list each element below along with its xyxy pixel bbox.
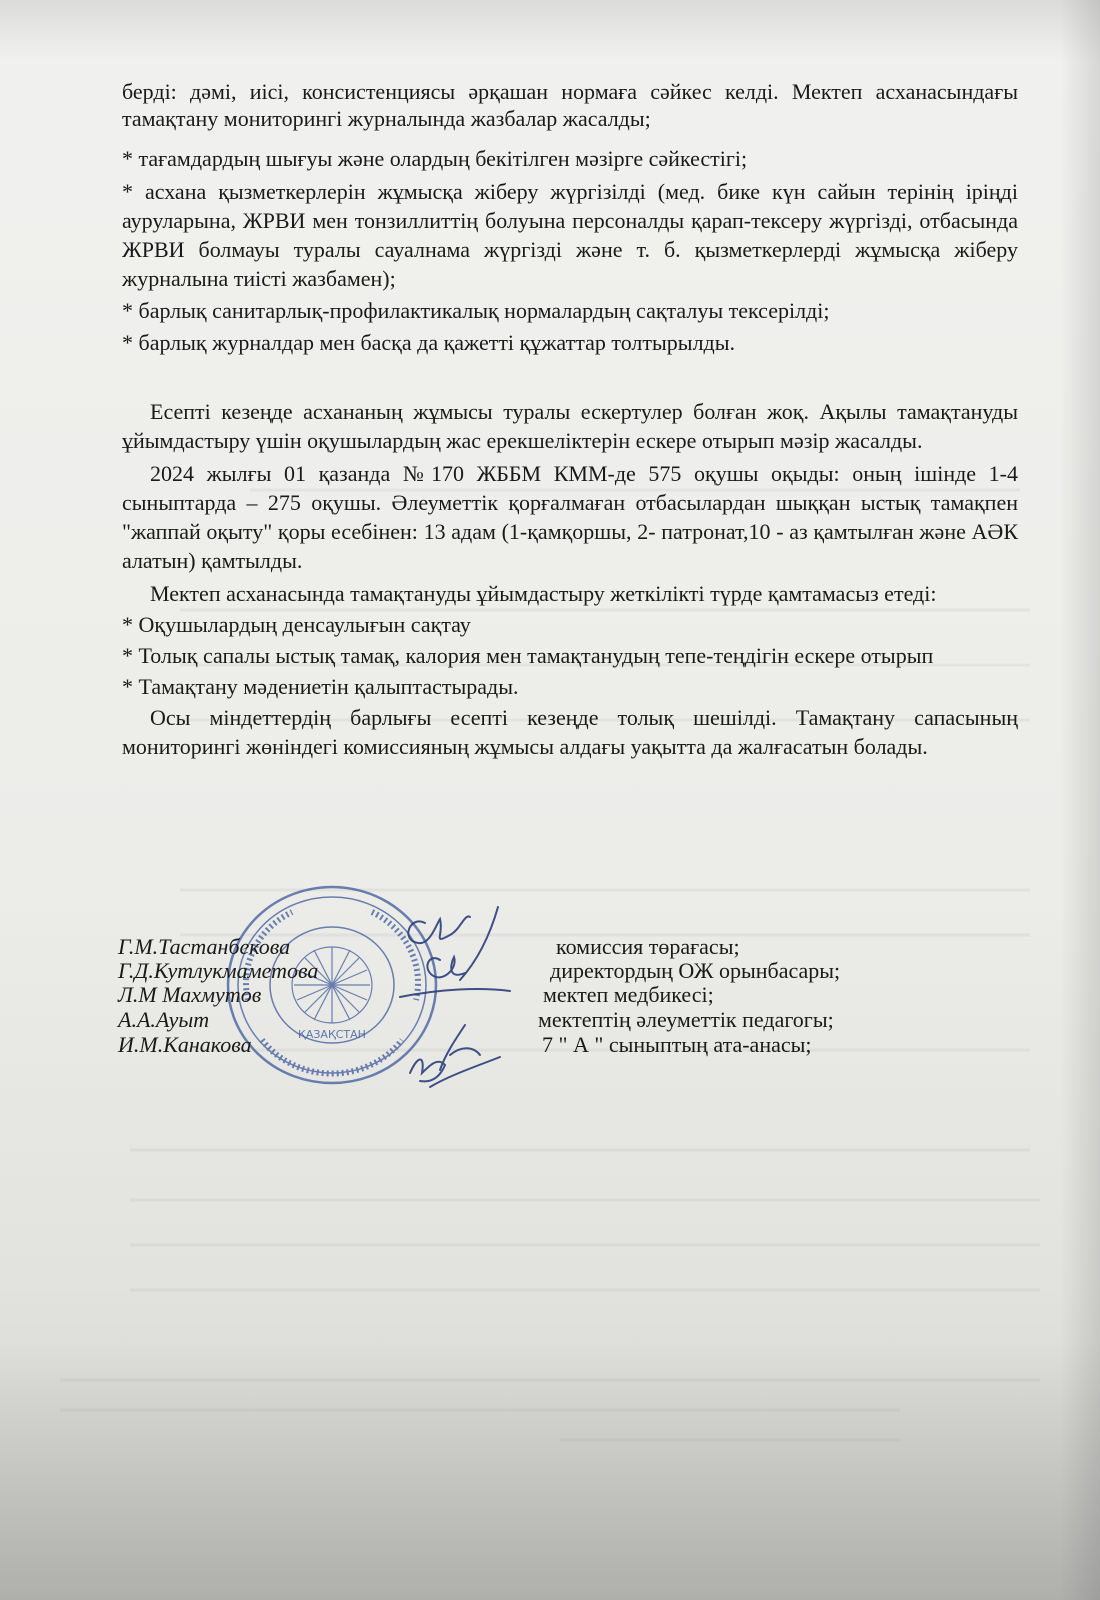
signatory-row [118,935,1018,958]
signatory-role: мектептің әлеуметтік педагогы; [538,1007,834,1032]
signatory-role: 7 " А " сыныптың ата-анасы; [542,1032,812,1057]
signatory-name: А.А.Ауыт [118,1007,210,1032]
signatory-name: Г.М.Тастанбекова [118,934,291,959]
bullet-item: * барлық санитарлық-профилактикалық нормалардың сақталуы тексерілді; [122,298,830,323]
signatory-row [118,1033,1018,1056]
signatory-role: мектеп медбикесі; [543,982,714,1007]
bullet-item: * асхана қызметкерлерін жұмысқа жіберу жүргізілді (мед. бике күн сайын терінің іріңді ауруларына, ЖРВИ мен тонзиллиттің болуына персоналды қарап-тексеру жүргізді, отбасында ЖРВИ болмауы туралы сауалнама жүргізді және т. б. қызметкерлерді жұмысқа жіберу журналына тиісті жазбамен); [122,179,1018,291]
signatory-name: И.М.Канакова [118,1032,252,1057]
stamp-text: ҚАЗАҚСТАН [298,1028,366,1041]
bullet-item: * Толық сапалы ыстық тамақ, калория мен тамақтанудың тепе-теңдігін ескере отырып [122,643,934,668]
signatory-row [118,959,1018,982]
signatory-row [118,983,1018,1006]
bullet-item: * Оқушылардың денсаулығын сақтау [122,612,471,637]
signatory-name: Г.Д.Кутлукмаметова [118,958,319,983]
paragraph-no-remarks: Есепті кезеңде асхананың жұмысы туралы ескертулер болған жоқ. Ақылы тамақтануды ұйымдастыру үшін оқушылардың жас ерекшеліктерін ескере отырып мәзір жасалды. [122,399,1018,453]
paragraph-students: 2024 жылғы 01 қазанда №170 ЖББМ КММ-де 575 оқушы оқыды: оның ішінде 1-4 сыныптарда – 275 оқушы. Әлеуметтік қорғалмаған отбасылардан шыққан ыстық тамақпен "жаппай оқыту" қоры есебінен: 13 адам (1-қамқоршы, 2- патронат,10 - аз қамтылған және АӘК алатын) қамтылды. [122,461,1018,573]
bullet-item: * тағамдардың шығуы және олардың бекітілген мәзірге сәйкестігі; [122,146,748,171]
bullet-item: * Тамақтану мәдениетін қалыптастырады. [122,674,519,699]
signatory-name: Л.М Махмутов [118,982,262,1007]
page-shadow-bottom [0,1340,1100,1600]
bullet-list-top [122,144,1018,357]
signatory-role: комиссия төрағасы; [556,934,740,959]
signatories-block [118,935,1018,1095]
signatory-role: директордың ОЖ орынбасары; [550,958,841,983]
paragraph-conclusion: Осы міндеттердің барлығы есепті кезеңде толық шешілді. Тамақтану сапасының мониторингі жөніндегі комиссияның жұмысы алдағы уақытта да жалғасатын болады. [122,705,1018,759]
page-shadow-top [0,0,1100,60]
paragraph-canteen: Мектеп асханасында тамақтануды ұйымдастыру жеткілікті түрде қамтамасыз етеді: [150,581,937,606]
paragraph-opening: берді: дәмі, иісі, консистенциясы әрқашан нормаға сәйкес келді. Мектеп асханасындағы тамақтану мониторингі журналында жазбалар жасалды; [122,79,1018,131]
signatory-row [118,1008,1018,1031]
bullet-item: * барлық журналдар мен басқа да қажетті құжаттар толтырылды. [122,330,736,355]
document-body [122,78,1018,761]
bullet-list-bottom [122,610,1018,701]
